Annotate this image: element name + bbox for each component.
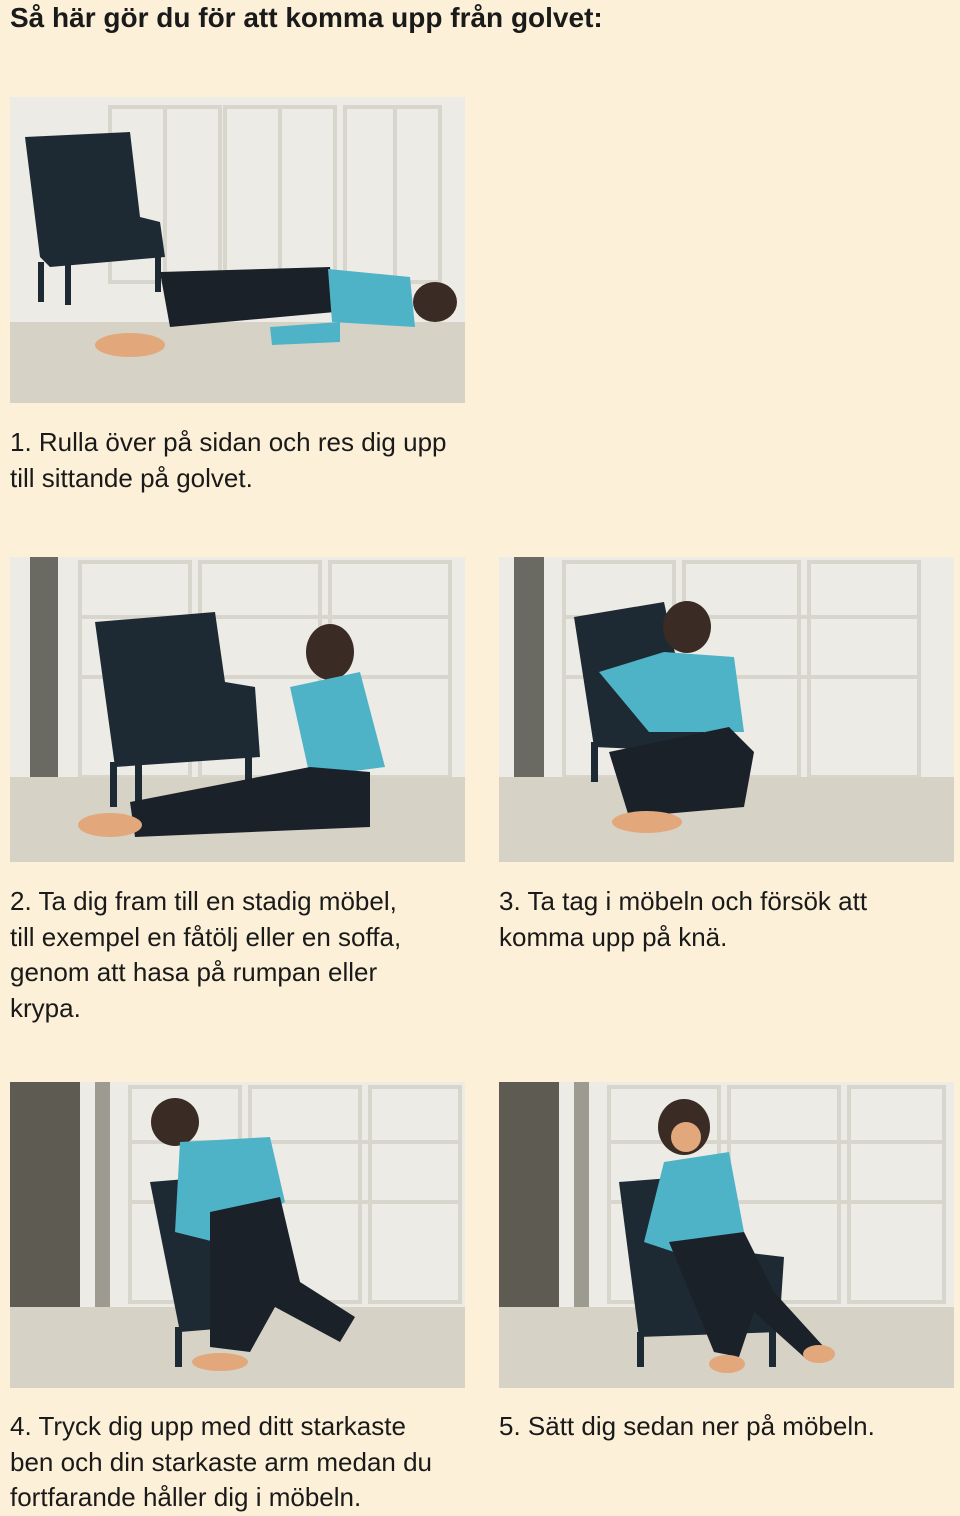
photo-step-3 [499,557,954,862]
photo-step-1 [10,97,465,403]
photo-step-5 [499,1082,954,1388]
photo-step-4 [10,1082,465,1388]
step-2-caption: 2. Ta dig fram till en stadig möbel, till exempel en fåtölj eller en soffa, genom att hasa på rumpan eller krypa. [10,886,402,1023]
step-4-caption: 4. Tryck dig upp med ditt starkaste ben och din starkaste arm medan du fortfarande håller dig i möbeln. [10,1411,433,1512]
step-5-caption: 5. Sätt dig sedan ner på möbeln. [499,1411,875,1441]
step-1-caption: 1. Rulla över på sidan och res dig upp till sittande på golvet. [10,427,447,493]
step-3-caption: 3. Ta tag i möbeln och försök att komma upp på knä. [499,886,868,952]
page-title: Så här gör du för att komma upp från golvet: [10,2,603,33]
photo-step-2 [10,557,465,862]
